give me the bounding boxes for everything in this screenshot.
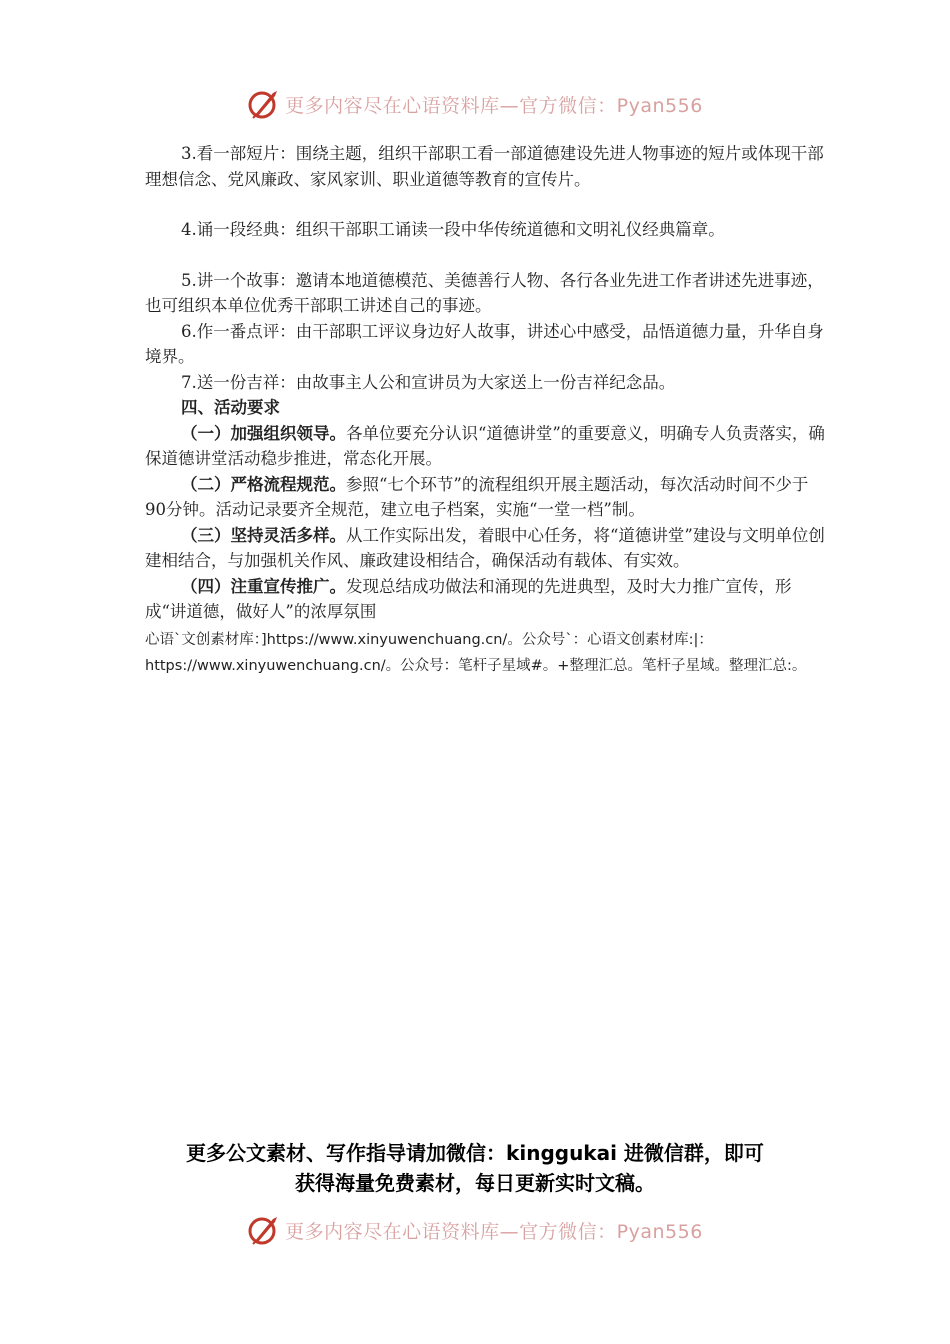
promo-line-2: 获得海量免费素材，每日更新实时文稿。 — [295, 1171, 655, 1195]
section-heading: 四、活动要求 — [181, 398, 280, 417]
requirement-1-text: 各单位要充分认识“道德讲堂”的重要意义，明确专人负责落实，确保道德讲堂活动稳步推进，常态化开展。 — [145, 423, 825, 468]
header-banner-text: 更多内容尽在心语资料库—官方微信：Pyan556 — [285, 94, 703, 117]
document-body — [145, 141, 825, 679]
requirement-4 — [145, 574, 825, 625]
paragraph-6: 6.作一番点评：由干部职工评议身边好人故事，讲述心中感受，品悟道德力量，升华自身境界。 — [145, 321, 824, 366]
footer-banner — [0, 1210, 950, 1250]
paragraph-5: 5.讲一个故事：邀请本地道德模范、美德善行人物、各行各业先进工作者讲述先进事迹，也可组织本单位优秀干部职工讲述自己的事迹。 — [145, 270, 824, 315]
quill-logo-icon — [247, 1213, 281, 1247]
paragraph-3: 3.看一部短片：围绕主题，组织干部职工看一部道德建设先进人物事迹的短片或体现干部理想信念、党风廉政、家风家训、职业道德等教育的宣传片。 — [145, 144, 824, 189]
header-banner — [0, 84, 950, 124]
requirement-3-text: 从工作实际出发，着眼中心任务，将“道德讲堂”建设与文明单位创建相结合，与加强机关作风、廉政建设相结合，确保活动有载体、有实效。 — [145, 525, 825, 570]
promo-text — [0, 1138, 950, 1198]
requirement-4-text: 发现总结成功做法和涌现的先进典型，及时大力推广宣传，形成“讲道德，做好人”的浓厚氛围 — [145, 576, 792, 621]
promo-line-1: 更多公文素材、写作指导请加微信：kinggukai 进微信群，即可 — [186, 1141, 764, 1165]
footer-note: 心语`文创素材库：]https://www.xinyuwenchuang.cn/。公众号`：心语文创素材库:|：https://www.xinyuwenchuang.cn/。公众号：笔杆子星域#。+整理汇总。笔杆子星域。整理汇总:。 — [145, 631, 807, 674]
requirement-4-title: （四）注重宣传推广。 — [181, 576, 346, 596]
paragraph-7: 7.送一份吉祥：由故事主人公和宣讲员为大家送上一份吉祥纪念品。 — [181, 372, 676, 392]
paragraph-4: 4.诵一段经典：组织干部职工诵读一段中华传统道德和文明礼仪经典篇章。 — [181, 220, 725, 239]
requirement-1 — [145, 421, 825, 472]
requirement-2-text: 参照“七个环节”的流程组织开展主题活动，每次活动时间不少于90分钟。活动记录要齐全规范，建立电子档案，实施“一堂一档”制。 — [145, 474, 809, 519]
footer-banner-text: 更多内容尽在心语资料库—官方微信：Pyan556 — [285, 1220, 703, 1243]
requirement-3-title: （三）坚持灵活多样。 — [181, 525, 346, 545]
requirement-1-title: （一）加强组织领导。 — [181, 423, 346, 443]
quill-logo-icon — [247, 87, 281, 121]
requirement-2-title: （二）严格流程规范。 — [181, 474, 346, 494]
requirement-2 — [145, 472, 825, 523]
requirement-3 — [145, 523, 825, 574]
